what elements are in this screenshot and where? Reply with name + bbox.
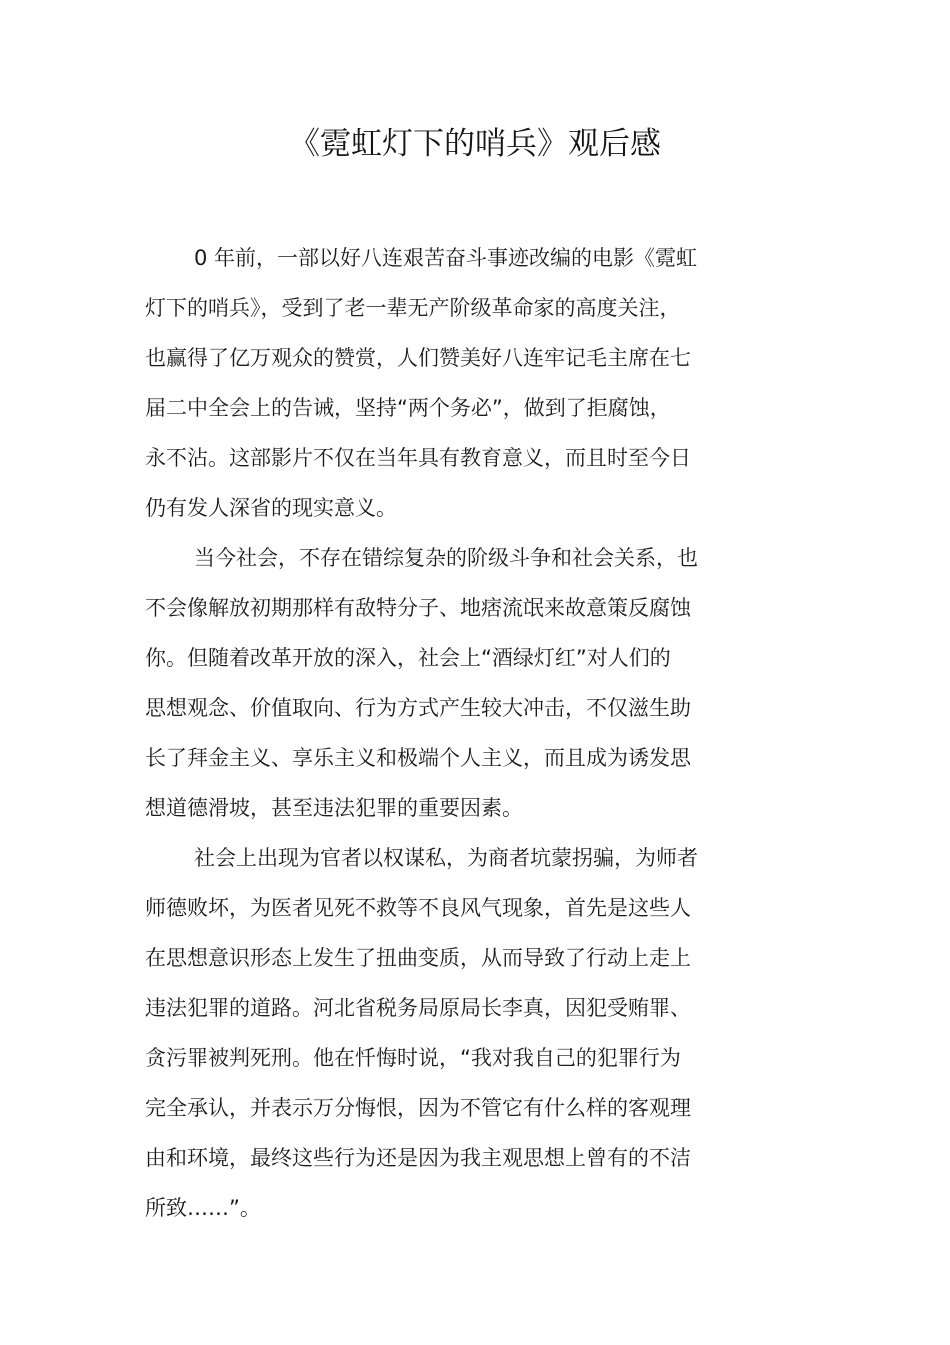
paragraph-line: 长了拜金主义、享乐主义和极端个人主义，而且成为诱发思 <box>145 746 691 770</box>
paragraph-line: 也赢得了亿万观众的赞赏，人们赞美好八连牢记毛主席在七 <box>145 346 691 370</box>
paragraph-line: 在思想意识形态上发生了扭曲变质，从而导致了行动上走上 <box>145 946 691 970</box>
paragraph-line: 由和环境，最终这些行为还是因为我主观思想上曾有的不洁 <box>145 1146 691 1170</box>
paragraph-line: 灯下的哨兵》，受到了老一辈无产阶级革命家的高度关注， <box>145 296 681 320</box>
paragraph-3 <box>145 833 743 1233</box>
document-body <box>145 233 743 1233</box>
paragraph-line: 你。但随着改革开放的深入，社会上“酒绿灯红”对人们的 <box>145 646 671 670</box>
paragraph-2 <box>145 533 743 833</box>
paragraph-line: 仍有发人深省的现实意义。 <box>145 496 397 520</box>
paragraph-line: 届二中全会上的告诫，坚持“两个务必”，做到了拒腐蚀， <box>145 396 671 420</box>
paragraph-line: 永不沾。这部影片不仅在当年具有教育意义，而且时至今日 <box>145 446 691 470</box>
paragraph-line: 违法犯罪的道路。河北省税务局原局长李真，因犯受贿罪、 <box>145 996 691 1020</box>
paragraph-line: 想道德滑坡，甚至违法犯罪的重要因素。 <box>145 796 523 820</box>
paragraph-1 <box>145 233 743 533</box>
paragraph-line: 思想观念、价值取向、行为方式产生较大冲击，不仅滋生助 <box>145 696 691 720</box>
paragraph-line: 当今社会，不存在错综复杂的阶级斗争和社会关系，也 <box>194 546 698 570</box>
paragraph-line: 所致……”。 <box>145 1196 261 1220</box>
paragraph-line: 社会上出现为官者以权谋私，为商者坑蒙拐骗，为师者 <box>194 846 698 870</box>
document-title: 《霓虹灯下的哨兵》观后感 <box>289 126 661 162</box>
paragraph-line: 不会像解放初期那样有敌特分子、地痞流氓来故意策反腐蚀 <box>145 596 691 620</box>
paragraph-line: 师德败坏，为医者见死不救等不良风气现象，首先是这些人 <box>145 896 691 920</box>
paragraph-line: 贪污罪被判死刑。他在忏悔时说，“我对我自己的犯罪行为 <box>145 1046 681 1070</box>
paragraph-line: 完全承认，并表示万分悔恨，因为不管它有什么样的客观理 <box>145 1096 691 1120</box>
paragraph-line: 0 年前，一部以好八连艰苦奋斗事迹改编的电影《霓虹 <box>194 246 698 270</box>
